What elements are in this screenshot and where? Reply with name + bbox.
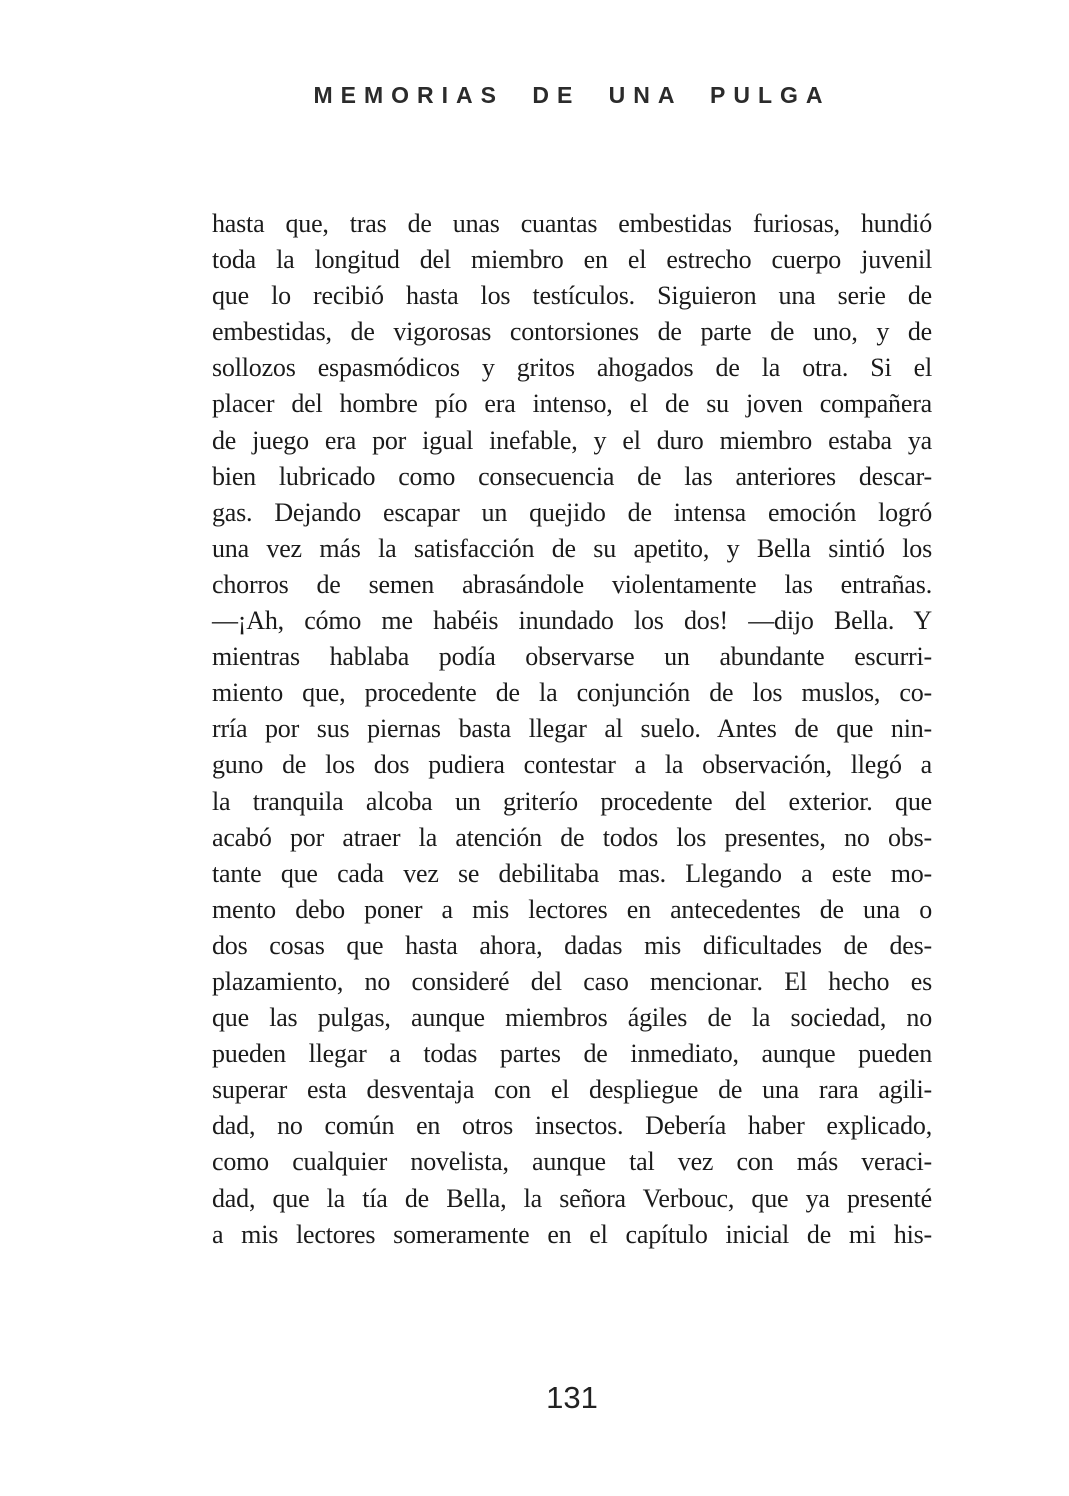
page-number: 131	[546, 1380, 598, 1415]
text-line: miento que, procedente de la conjunción de los muslos, co-	[212, 678, 932, 708]
text-line: dad, no común en otros insectos. Debería haber explicado,	[212, 1111, 932, 1141]
text-line: toda la longitud del miembro en el estrecho cuerpo juvenil	[212, 245, 932, 275]
text-line: bien lubricado como consecuencia de las anteriores descar-	[212, 461, 932, 491]
text-line: rría por sus piernas basta llegar al suelo. Antes de que nin-	[212, 714, 932, 744]
text-line: pueden llegar a todas partes de inmediato, aunque pueden	[212, 1039, 932, 1069]
text-line: placer del hombre pío era intenso, el de su joven compañera	[212, 389, 932, 419]
text-line: dad, que la tía de Bella, la señora Verbouc, que ya presenté	[212, 1183, 932, 1213]
running-header: MEMORIAS DE UNA PULGA	[313, 82, 831, 108]
text-line: mientras hablaba podía observarse un abundante escurri-	[212, 642, 932, 672]
text-line: que las pulgas, aunque miembros ágiles de la sociedad, no	[212, 1003, 932, 1033]
text-line: superar esta desventaja con el despliegue de una rara agili-	[212, 1075, 932, 1105]
text-line: acabó por atraer la atención de todos los presentes, no obs-	[212, 822, 932, 852]
text-line: como cualquier novelista, aunque tal vez con más veraci-	[212, 1147, 932, 1177]
text-line: la tranquila alcoba un griterío procedente del exterior. que	[212, 786, 932, 816]
text-line: guno de los dos pudiera contestar a la observación, llegó a	[212, 750, 932, 780]
text-line: chorros de semen abrasándole violentamente las entrañas.	[212, 569, 932, 599]
text-line: que lo recibió hasta los testículos. Siguieron una serie de	[212, 281, 932, 311]
text-line: embestidas, de vigorosas contorsiones de parte de uno, y de	[212, 317, 932, 347]
text-line: a mis lectores someramente en el capítulo inicial de mi his-	[212, 1219, 932, 1249]
text-line: gas. Dejando escapar un quejido de intensa emoción logró	[212, 497, 932, 527]
text-line: plazamiento, no consideré del caso mencionar. El hecho es	[212, 966, 932, 996]
text-line: —¡Ah, cómo me habéis inundado los dos! —dijo Bella. Y	[212, 606, 932, 636]
text-line: tante que cada vez se debilitaba mas. Llegando a este mo-	[212, 858, 932, 888]
text-line: dos cosas que hasta ahora, dadas mis dificultades de des-	[212, 930, 932, 960]
body-text	[212, 206, 932, 1253]
text-line: mento debo poner a mis lectores en antecedentes de una o	[212, 894, 932, 924]
text-line: una vez más la satisfacción de su apetito, y Bella sintió los	[212, 533, 932, 563]
text-line: hasta que, tras de unas cuantas embestidas furiosas, hundió	[212, 209, 932, 238]
text-line: de juego era por igual inefable, y el duro miembro estaba ya	[212, 425, 932, 455]
text-line: sollozos espasmódicos y gritos ahogados de la otra. Si el	[212, 353, 932, 383]
